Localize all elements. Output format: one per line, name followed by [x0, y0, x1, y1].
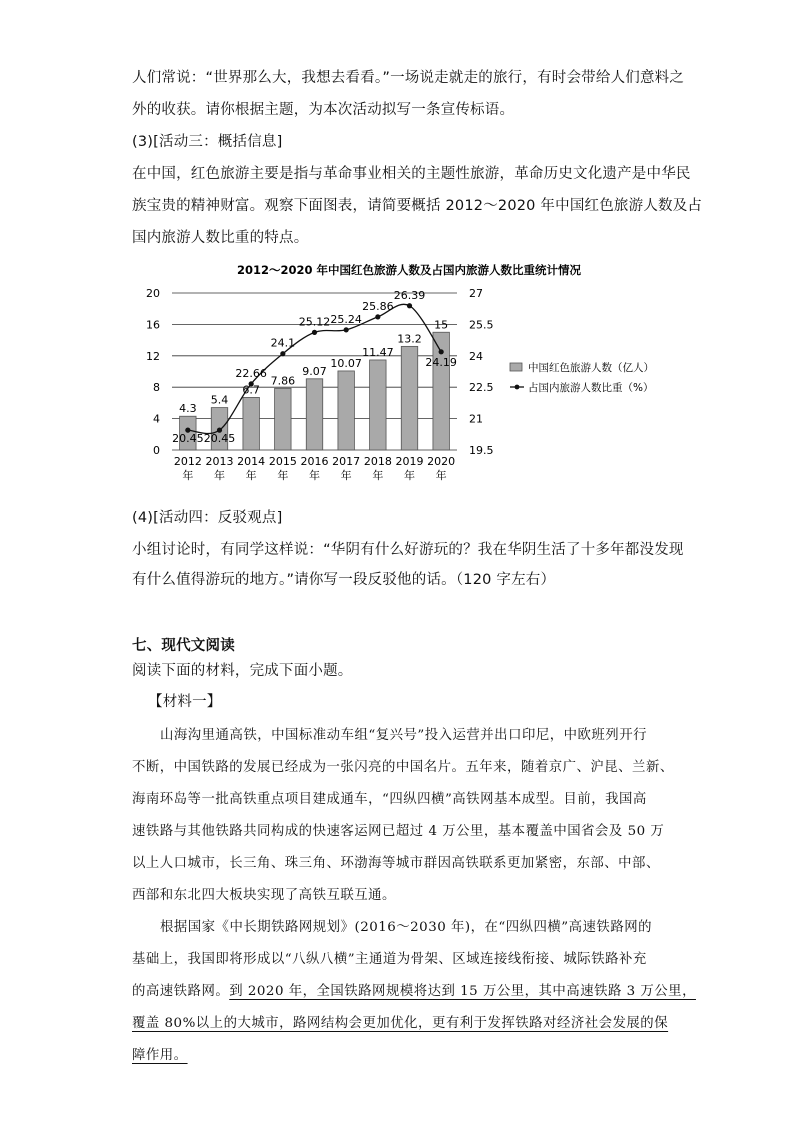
- bar: [243, 397, 259, 450]
- x-tick-label: 年: [245, 469, 257, 482]
- material-line: 山海沟里通高铁，中国标准动车组“复兴号”投入运营并出口印尼，中欧班列开行: [160, 728, 647, 743]
- line-data-label: 22.66: [235, 366, 267, 380]
- x-tick-label: 年: [435, 469, 447, 482]
- left-axis-tick-label: 16: [146, 318, 160, 332]
- bar-data-label: 10.07: [330, 356, 362, 370]
- material-text: 的高速铁路网。: [132, 984, 230, 999]
- bar: [370, 360, 386, 450]
- x-tick-label: 2017: [332, 455, 361, 468]
- right-axis-tick-label: 22.5: [469, 381, 494, 395]
- x-tick-label: 年: [182, 469, 194, 482]
- legend-line-marker: [515, 385, 520, 390]
- bar-data-label: 6.7: [242, 383, 260, 397]
- x-tick-label: 2015: [268, 455, 297, 468]
- line-data-label: 24.19: [425, 355, 457, 369]
- x-tick-label: 2016: [300, 455, 329, 468]
- right-axis-tick-label: 27: [469, 287, 483, 300]
- line-data-label: 25.12: [298, 315, 331, 329]
- x-tick-label: 年: [340, 469, 352, 482]
- chart-title: 2012～2020 年中国红色旅游人数及占国内旅游人数比重统计情况: [236, 263, 582, 277]
- line-data-label: 24.1: [270, 336, 296, 350]
- material-line: 海南环岛等一批高铁重点项目建成通车，“四纵四横”高铁网基本成型。目前，我国高: [132, 792, 647, 807]
- line-point: [407, 303, 412, 308]
- left-axis-tick-label: 8: [153, 381, 160, 395]
- paragraph-line: 外的收获。请你根据主题，为本次活动拟写一条宣传标语。: [132, 102, 515, 118]
- line-point: [344, 327, 349, 332]
- paragraph-line: 人们常说：“世界那么大，我想去看看。”一场说走就走的旅行，有时会带给人们意料之: [132, 70, 685, 86]
- paragraph-line: 国内旅游人数比重的特点。: [132, 230, 309, 246]
- line-point: [312, 330, 317, 335]
- line-data-label: 25.86: [362, 299, 394, 313]
- bar-data-label: 5.4: [210, 393, 229, 407]
- left-axis-tick-label: 12: [146, 349, 160, 363]
- material-line: 西部和东北四大板块实现了高铁互联互通。: [132, 888, 396, 903]
- line-data-label: 26.39: [393, 288, 426, 302]
- x-tick-label: 2013: [205, 455, 234, 468]
- paragraph-line: 族宝贵的精神财富。观察下面图表，请简要概括 2012～2020 年中国红色旅游人数及占: [132, 198, 703, 214]
- bar: [306, 379, 322, 450]
- legend-bar-swatch: [510, 363, 522, 371]
- bar-data-label: 11.47: [362, 345, 394, 359]
- paragraph-line: 在中国，红色旅游主要是指与革命事业相关的主题性旅游，革命历史文化遗产是中华民: [132, 166, 691, 182]
- bar-data-label: 13.2: [397, 332, 422, 346]
- x-tick-label: 2019: [395, 455, 424, 468]
- right-axis-tick-label: 19.5: [469, 444, 494, 457]
- right-axis-tick-label: 24: [469, 349, 483, 363]
- bar: [338, 371, 354, 450]
- line-point: [280, 351, 285, 356]
- x-tick-label: 2012: [173, 455, 202, 468]
- x-tick-label: 年: [277, 469, 289, 482]
- x-tick-label: 2018: [363, 455, 392, 468]
- instruction: 阅读下面的材料，完成下面小题。: [132, 663, 353, 679]
- section-heading: 七、现代文阅读: [132, 638, 235, 654]
- legend-label: 中国红色旅游人数（亿人）: [528, 362, 654, 374]
- left-axis-tick-label: 20: [146, 287, 160, 300]
- bar: [275, 388, 291, 450]
- paragraph-line: 小组讨论时，有同学这样说：“华阴有什么好游玩的？我在华阴生活了十多年都没发现: [132, 542, 684, 558]
- material-line: 以上人口城市，长三角、珠三角、环渤海等城市群因高铁联系更加紧密，东部、中部、: [132, 856, 660, 871]
- x-tick-label: 年: [309, 469, 320, 482]
- material-line: 根据国家《中长期铁路网规划》(2016～2030 年)，在“四纵四横”高速铁路网的: [160, 920, 652, 935]
- x-tick-label: 2020: [427, 455, 456, 468]
- paragraph-line: 有什么值得游玩的地方。”请你写一段反驳他的话。（120 字左右）: [132, 572, 556, 588]
- bar: [401, 346, 417, 450]
- right-axis-tick-label: 21: [469, 412, 483, 426]
- right-axis-tick-label: 25.5: [469, 318, 494, 332]
- material-line: 基础上，我国即将形成以“八纵八横”主通道为骨架、区域连接线衔接、城际铁路补充: [132, 952, 647, 967]
- left-axis-tick-label: 0: [153, 444, 160, 457]
- x-tick-label: 年: [404, 469, 415, 482]
- underlined-text: 到 2020 年，全国铁路网规模将达到 15 万公里，其中高速铁路 3 万公里，: [229, 984, 696, 999]
- material-line: 不断，中国铁路的发展已经成为一张闪亮的中国名片。五年来，随着京广、沪昆、兰新、: [132, 760, 674, 775]
- x-tick-label: 年: [214, 469, 225, 482]
- bar-data-label: 9.07: [302, 364, 327, 378]
- activity-4-heading: (4)[活动四：反驳观点]: [132, 510, 283, 526]
- x-tick-label: 2014: [237, 455, 266, 468]
- legend-label: 占国内旅游人数比重（%）: [528, 382, 654, 394]
- line-point: [439, 349, 444, 354]
- underlined-text: 覆盖 80%以上的大城市，路网结构会更加优化，更有利于发挥铁路对经济社会发展的保: [132, 1016, 669, 1031]
- material-line: 速铁路与其他铁路共同构成的快速客运网已超过 4 万公里，基本覆盖中国省会及 50 万: [132, 824, 665, 839]
- material-line: [132, 980, 696, 999]
- left-axis-tick-label: 4: [153, 412, 160, 426]
- bar-data-label: 15: [434, 318, 449, 332]
- underlined-text: 障作用。: [132, 1048, 188, 1063]
- line-data-label: 20.45: [172, 432, 204, 446]
- line-point: [375, 314, 380, 319]
- bar-data-label: 4.3: [179, 402, 197, 416]
- chart: [0, 0, 794, 500]
- bar-data-label: 7.86: [270, 374, 296, 388]
- material-label: 【材料一】: [148, 694, 222, 710]
- activity-3-heading: (3)[活动三：概括信息]: [132, 134, 283, 150]
- line-data-label: 25.24: [330, 312, 362, 326]
- x-tick-label: 年: [372, 469, 384, 482]
- line-data-label: 20.45: [203, 432, 236, 446]
